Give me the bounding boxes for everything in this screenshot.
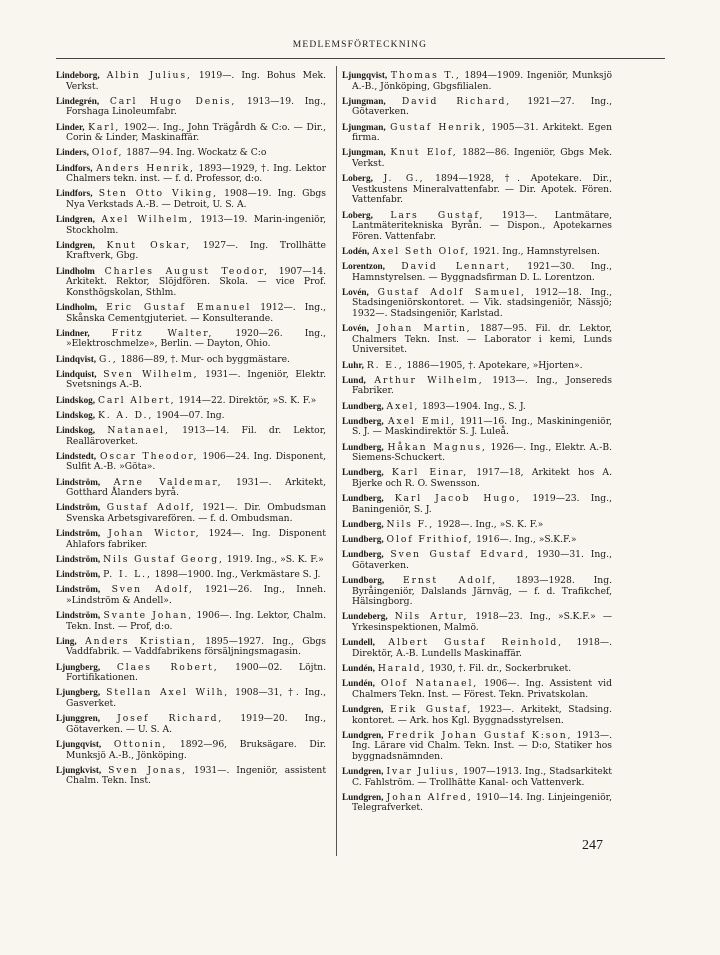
- directory-entry: [56, 302, 326, 324]
- entry-surname: Lundborg,: [342, 575, 385, 586]
- entry-given-name: Anders Henrik,: [96, 162, 195, 174]
- directory-entry: [56, 410, 326, 422]
- entry-given-name: Ottonin,: [113, 738, 168, 750]
- entry-surname: Ljungqvist,: [56, 738, 102, 749]
- directory-entry: [56, 502, 326, 524]
- entry-details: 1882—86. Ingeniör, Gbgs Mek. Verkst.: [352, 147, 613, 169]
- directory-entry: [56, 569, 326, 581]
- directory-entry: [342, 173, 612, 206]
- directory-entry: [342, 246, 612, 258]
- entry-surname: Lindqvist,: [56, 353, 97, 364]
- entry-given-name: Harald,: [377, 662, 427, 674]
- entry-given-name: R. E.,: [366, 359, 404, 371]
- entry-given-name: Johan Wictor,: [108, 528, 201, 540]
- entry-surname: Lorentzon,: [342, 261, 385, 272]
- entry-details: 1902—. Ing., John Trägårdh & C:o. — Dir., Corin & Linder, Maskinaffär.: [66, 121, 326, 144]
- header-rule: [56, 58, 665, 59]
- entry-given-name: Josef Richard,: [117, 713, 224, 725]
- entry-given-name: Arthur Wilhelm,: [374, 374, 484, 386]
- entry-details: 1913—. Ing., Jonsereds Fabriker.: [352, 374, 613, 397]
- entry-details: 1921—. Dir. Ombudsman Svenska Arbetsgivarefören. — f. d. Ombudsman.: [66, 502, 327, 524]
- entry-details: 1917—18, Arkitekt hos A. Bjerke och R. O. Swensson.: [352, 467, 612, 489]
- entry-surname: Lindskog,: [56, 394, 96, 405]
- entry-surname: Lindner,: [56, 327, 90, 338]
- directory-entry: [342, 519, 612, 531]
- entry-given-name: Nils Artur,: [394, 611, 469, 623]
- entry-given-name: Anders Kristian,: [85, 635, 197, 647]
- entry-surname: Lindholm,: [56, 302, 98, 313]
- entry-given-name: Sven Wilhelm,: [103, 368, 199, 380]
- entry-surname: Ljungberg,: [56, 661, 101, 672]
- column-divider: [336, 66, 337, 856]
- entry-details: 1913—. Ing. Lärare vid Chalm. Tekn. Inst. — D:o, Statiker hos byggnadsnämnden.: [352, 729, 613, 762]
- entry-surname: Lundeberg,: [342, 611, 388, 622]
- directory-entry: [56, 662, 326, 684]
- entry-surname: Ljungman,: [342, 121, 386, 132]
- entry-given-name: David Lennart,: [401, 261, 511, 273]
- entry-surname: Lundberg,: [342, 518, 384, 529]
- directory-entry: [56, 70, 326, 92]
- directory-entry: [342, 467, 612, 489]
- directory-entry: [342, 730, 612, 763]
- directory-entry: [342, 96, 612, 118]
- entry-surname: Loberg,: [342, 173, 373, 184]
- entry-surname: Lindfors,: [56, 188, 93, 199]
- entry-surname: Ljungman,: [342, 147, 386, 158]
- entry-given-name: P. I. L.,: [103, 569, 152, 581]
- entry-details: 1914—22. Direktör, »S. K. F.»: [175, 394, 317, 406]
- entry-surname: Ljungkvist,: [56, 764, 102, 775]
- directory-entry: [56, 328, 326, 350]
- directory-entry: [342, 401, 612, 413]
- entry-surname: Lindegrén,: [56, 95, 100, 106]
- entry-details: 1906—. Ing. Lektor, Chalm. Tekn. Inst. — Prof, d:o.: [66, 610, 327, 632]
- entry-details: 1908—31, †. Ing., Gasverket.: [66, 687, 326, 709]
- entry-given-name: Fredrik Johan Gustaf K:son,: [387, 729, 573, 741]
- entry-details: 1921—30. Ing., Hamnstyrelsen. — Byggnadsfirman D. L. Lorentzon.: [352, 261, 613, 283]
- right-column: [342, 70, 612, 818]
- entry-surname: Lindfors,: [56, 162, 93, 173]
- directory-entry: [342, 766, 612, 788]
- entry-given-name: J. G.,: [383, 173, 425, 185]
- entry-details: 1921. Ing., Hamnstyrelsen.: [470, 245, 600, 257]
- directory-entry: [56, 528, 326, 550]
- entry-details: 1913—. Lantmätare, Lantmäteritekniska Byrån. — Dispon., Apotekarnes Fören. Vattenfabr.: [352, 209, 612, 242]
- entry-surname: Ljungberg,: [56, 687, 101, 698]
- entry-details: 1931—. Ingeniör, assistent Chalm. Tekn. Inst.: [66, 764, 327, 787]
- directory-entry: [56, 147, 326, 159]
- entry-details: 1894—1909. Ingeniör, Munksjö A.-B., Jönköping, Gbgsfilialen.: [352, 70, 612, 92]
- entry-surname: Lindgren,: [56, 214, 95, 225]
- entry-given-name: G.,: [99, 353, 118, 365]
- entry-surname: Loberg,: [342, 209, 373, 220]
- entry-given-name: Erik Gustaf,: [390, 703, 473, 715]
- entry-details: 1912—18. Ing., Stadsingeniörskontoret. — Vik. stadsingeniör, Nässjö; 1932—. Stadsingeniör, Karlstad.: [352, 286, 612, 320]
- entry-given-name: Sven Adolf,: [111, 584, 194, 596]
- page-number: 247: [582, 838, 603, 853]
- entry-given-name: Knut Oskar,: [106, 239, 192, 251]
- entry-details: 1916—. Ing., »S.K.F.»: [473, 534, 577, 546]
- entry-surname: Lundberg,: [342, 441, 384, 452]
- entry-details: 1919—. Ing. Bohus Mek. Verkst.: [66, 70, 327, 92]
- entry-given-name: Stellan Axel Wilh,: [106, 687, 230, 699]
- entry-surname: Lindström,: [56, 502, 101, 513]
- entry-surname: Lindström,: [56, 584, 101, 595]
- entry-given-name: Sven Gustaf Edvard,: [390, 549, 530, 561]
- entry-given-name: Karl Jacob Hugo,: [394, 493, 522, 505]
- entry-given-name: Olof Natanael,: [380, 678, 479, 690]
- directory-entry: [56, 610, 326, 632]
- entry-given-name: Carl Hugo Denis,: [109, 95, 237, 107]
- directory-entry: [342, 549, 612, 571]
- entry-surname: Lindeborg,: [56, 70, 100, 80]
- entry-details: 1923—. Arkitekt, Stadsing. kontoret. — Ark. hos Kgl. Byggnadsstyrelsen.: [352, 703, 613, 726]
- entry-surname: Lindström,: [56, 476, 101, 487]
- entry-given-name: Karl Einar,: [391, 467, 469, 479]
- directory-entry: [342, 323, 612, 356]
- entry-details: 1921—26. Ing., Inneh. »Lindström & Andell».: [66, 584, 327, 606]
- directory-entry: [56, 163, 326, 185]
- entry-details: 1931—. Arkitekt, Gotthard Ålanders byrå.: [66, 476, 326, 499]
- entry-details: 1887—94. Ing. Wockatz & C:o: [123, 147, 267, 159]
- directory-entry: [56, 636, 326, 658]
- entry-given-name: Svante Johan,: [103, 610, 194, 621]
- entry-surname: Lundberg,: [342, 549, 384, 560]
- entry-surname: Lundgren,: [342, 703, 384, 714]
- entry-surname: Lodén,: [342, 245, 370, 256]
- entry-details: 1911—16. Ing., Maskiningeniör, S. J. — Maskindirektör S. J. Luleå.: [352, 415, 612, 438]
- directory-entry: [342, 147, 612, 169]
- entry-surname: Lovén,: [342, 323, 369, 334]
- entry-surname: Lindgren,: [56, 239, 95, 250]
- directory-entry: [342, 663, 612, 675]
- entry-details: 1893—1929, †. Ing. Lektor Chalmers tekn. inst. — f. d. Professor, d:o.: [66, 162, 327, 185]
- entry-details: 1927—. Ing. Trollhätte Kraftverk, Gbg.: [66, 239, 326, 262]
- entry-surname: Lindskog,: [56, 424, 96, 435]
- entry-given-name: Ivar Julius,: [386, 766, 460, 778]
- entry-details: 1907—14. Arkitekt. Rektor, Slöjdfören. Skola. — vice Prof. Konsthögskolan, Sthlm.: [66, 265, 326, 298]
- entry-details: 1893—1904. Ing., S. J.: [419, 400, 526, 412]
- entry-given-name: Sven Jonas,: [108, 764, 187, 776]
- entry-surname: Linder,: [56, 121, 85, 132]
- directory-entry: [56, 477, 326, 499]
- entry-given-name: Fritz Walter,: [111, 327, 214, 339]
- entry-given-name: Nils Gustaf Georg,: [103, 553, 224, 565]
- directory-entry: [56, 451, 326, 473]
- entry-surname: Lindstedt,: [56, 450, 97, 461]
- directory-entry: [56, 584, 326, 606]
- entry-given-name: Lars Gustaf,: [390, 209, 485, 221]
- entry-surname: Lundgren,: [342, 766, 384, 777]
- directory-entry: [342, 70, 612, 92]
- entry-surname: Lindholm: [56, 265, 95, 276]
- entry-given-name: Karl,: [88, 121, 121, 133]
- entry-details: 1892—96, Bruksägare. Dir. Munksjö A.-B., Jönköping.: [66, 738, 326, 761]
- entry-details: 1913—19. Ing., Forshaga Linoleumfabr.: [66, 95, 327, 118]
- entry-details: 1898—1900. Ing., Verkmästare S. J.: [151, 569, 321, 581]
- entry-details: 1918—23. Ing., »S.K.F.» — Yrkesinspektionen, Malmö.: [352, 611, 613, 633]
- entry-surname: Lundberg,: [342, 400, 384, 411]
- entry-surname: Ling,: [56, 635, 77, 646]
- directory-entry: [342, 287, 612, 320]
- entry-details: 1918—. Direktör, A.-B. Lundells Maskinaffär.: [352, 637, 612, 659]
- directory-entry: [56, 240, 326, 262]
- entry-given-name: Albert Gustaf Reinhold,: [388, 637, 564, 649]
- entry-details: 1920—26. Ing., »Elektroschmelze», Berlin. — Dayton, Ohio.: [66, 327, 327, 350]
- entry-surname: Lindström,: [56, 569, 101, 580]
- entry-details: 1921—27. Ing., Götaverken.: [352, 95, 613, 118]
- entry-given-name: K. A. D.,: [98, 409, 154, 421]
- entry-given-name: Axel,: [386, 400, 420, 412]
- entry-details: 1886—1905, †. Apotekare, »Hjorten».: [403, 359, 583, 371]
- directory-entry: [342, 493, 612, 515]
- directory-entry: [56, 96, 326, 118]
- directory-entry: [342, 575, 612, 608]
- entry-details: 1905—31. Arkitekt. Egen firma.: [352, 121, 613, 144]
- entry-details: 1908—19. Ing. Gbgs Nya Verkstads A.-B. — Detroit, U. S. A.: [66, 188, 326, 210]
- entry-details: 1886—89, †. Mur- och byggmästare.: [117, 353, 290, 365]
- directory-entry: [56, 765, 326, 787]
- directory-entry: [342, 261, 612, 283]
- directory-entry: [56, 739, 326, 761]
- entry-given-name: Oscar Theodor,: [100, 450, 199, 462]
- entry-surname: Lovén,: [342, 286, 369, 297]
- entry-surname: Ljungqvist,: [342, 70, 388, 80]
- entry-details: 1907—1913. Ing., Stadsarkitekt C. Fahlström. — Trollhätte Kanal- och Vattenverk.: [352, 766, 612, 788]
- entry-surname: Lindström,: [56, 610, 101, 620]
- entry-surname: Lundén,: [342, 662, 375, 673]
- entry-details: 1919—20. Ing., Götaverken. — U. S. A.: [66, 713, 327, 735]
- entry-details: 1887—95. Fil. dr. Lektor, Chalmers Tekn. Inst. — Laborator i kemi, Lunds Universitet.: [352, 323, 612, 356]
- entry-details: 1893—1928. Ing. Byråingeniör, Dalslands Järnväg, — f. d. Trafikchef, Hälsingborg.: [352, 575, 612, 608]
- entry-surname: Lundell,: [342, 637, 375, 648]
- entry-details: 1928—. Ing., »S. K. F.»: [434, 518, 544, 530]
- entry-surname: Lundén,: [342, 678, 375, 689]
- entry-surname: Lundberg,: [342, 467, 384, 478]
- entry-given-name: Johan Alfred,: [386, 791, 473, 803]
- entry-surname: Lundgren,: [342, 791, 384, 802]
- entry-details: 1913—19. Marin-ingeniör, Stockholm.: [66, 214, 326, 236]
- directory-entry: [342, 792, 612, 814]
- entry-details: 1931—. Ingeniör, Elektr. Svetsnings A.-B.: [66, 368, 327, 391]
- entry-given-name: Axel Emil,: [387, 415, 456, 427]
- entry-details: 1904—07. Ing.: [153, 409, 225, 421]
- entry-given-name: Nils F.,: [386, 518, 435, 530]
- directory-entry: [56, 425, 326, 447]
- directory-entry: [342, 637, 612, 659]
- entry-details: 1919. Ing., »S. K. F.»: [223, 553, 324, 565]
- directory-entry: [56, 369, 326, 391]
- page-header: MEDLEMSFÖRTECKNING: [292, 40, 428, 50]
- directory-entry: [342, 375, 612, 397]
- directory-entry: [56, 395, 326, 407]
- directory-entry: [56, 122, 326, 144]
- directory-entry: [342, 678, 612, 700]
- entry-surname: Lindquist,: [56, 368, 97, 379]
- directory-entry: [342, 210, 612, 243]
- entry-given-name: Claes Robert,: [116, 661, 219, 673]
- entry-surname: Lindström,: [56, 553, 101, 564]
- entry-surname: Ljunggren,: [56, 713, 100, 724]
- entry-given-name: Olof Frithiof,: [386, 534, 474, 546]
- directory-entry: [56, 713, 326, 735]
- entry-details: 1919—23. Ing., Baningeniör, S. J.: [352, 493, 612, 515]
- entry-details: 1906—24. Ing. Disponent, Sulfit A.-B. »Göta».: [66, 450, 327, 473]
- entry-given-name: Thomas T.,: [390, 70, 461, 81]
- directory-entry: [56, 354, 326, 366]
- entry-details: 1913—14. Fil. dr. Lektor, Realläroverket.: [66, 424, 327, 447]
- directory-entry: [342, 534, 612, 546]
- directory-entry: [342, 416, 612, 438]
- entry-details: 1895—1927. Ing., Gbgs Vaddfabrik. — Vaddfabrikens försäljningsmagasin.: [66, 635, 327, 658]
- entry-surname: Lund,: [342, 374, 366, 385]
- entry-given-name: Johan Martin,: [377, 323, 472, 335]
- entry-given-name: Gustaf Henrik,: [390, 121, 487, 133]
- entry-details: 1910—14. Ing. Linjeingeniör, Telegrafverket.: [352, 791, 612, 814]
- entry-given-name: Olof,: [91, 147, 124, 159]
- entry-surname: Lindström,: [56, 528, 101, 539]
- entry-surname: Lundberg,: [342, 415, 384, 426]
- entry-given-name: Ernst Adolf,: [403, 575, 498, 587]
- directory-entry: [56, 554, 326, 566]
- entry-details: 1930, †. Fil. dr., Sockerbruket.: [426, 662, 572, 674]
- entry-given-name: Axel Wilhelm,: [101, 214, 194, 226]
- entry-given-name: Gustaf Adolf,: [106, 502, 196, 514]
- entry-surname: Luhr,: [342, 359, 364, 370]
- entry-given-name: Arne Valdemar,: [113, 476, 223, 488]
- entry-given-name: Sten Otto Viking,: [98, 188, 218, 200]
- entry-given-name: Eric Gustaf Emanuel: [106, 302, 252, 314]
- directory-entry: [56, 188, 326, 210]
- entry-details: 1930—31. Ing., Götaverken.: [352, 549, 612, 571]
- entry-given-name: Axel Seth Olof,: [372, 245, 471, 257]
- entry-surname: Lindskog,: [56, 409, 96, 420]
- entry-given-name: Håkan Magnus,: [387, 441, 487, 453]
- directory-entry: [342, 704, 612, 726]
- entry-details: 1924—. Ing. Disponent Ahlafors fabriker.: [66, 528, 326, 550]
- entry-surname: Linders,: [56, 147, 89, 158]
- entry-given-name: Knut Elof,: [390, 147, 458, 159]
- entry-surname: Lundgren,: [342, 729, 384, 740]
- entry-given-name: Natanael,: [107, 424, 170, 436]
- entry-details: 1900—02. Löjtn. Fortifikationen.: [66, 661, 326, 684]
- entry-given-name: David Richard,: [401, 95, 512, 107]
- entry-details: 1912—. Ing., Skånska Cementgjuteriet. — Konsulterande.: [66, 302, 327, 324]
- entry-surname: Lundberg,: [342, 493, 384, 504]
- directory-entry: [56, 214, 326, 236]
- entry-given-name: Gustaf Adolf Samuel,: [377, 286, 526, 298]
- left-column: [56, 70, 326, 790]
- entry-details: 1906—. Ing. Assistent vid Chalmers Tekn. Inst. — Förest. Tekn. Privatskolan.: [352, 678, 612, 700]
- directory-entry: [342, 611, 612, 633]
- entry-given-name: Albin Julius,: [106, 70, 192, 81]
- directory-entry: [342, 442, 612, 464]
- directory-entry: [56, 687, 326, 709]
- entry-given-name: Charles August Teodor,: [104, 265, 269, 277]
- entry-surname: Ljungman,: [342, 95, 386, 106]
- directory-entry: [342, 122, 612, 144]
- directory-entry: [56, 266, 326, 299]
- directory-entry: [342, 360, 612, 372]
- entry-details: 1894—1928, †. Apotekare. Dir., Vestkustens Mineralvattenfabr. — Dir. Apotek. Fören. Vattenfabr.: [352, 173, 612, 206]
- entry-surname: Lundberg,: [342, 534, 384, 545]
- entry-details: 1926—. Ing., Elektr. A.-B. Siemens-Schuckert.: [352, 441, 612, 464]
- entry-given-name: Carl Albert,: [98, 394, 176, 406]
